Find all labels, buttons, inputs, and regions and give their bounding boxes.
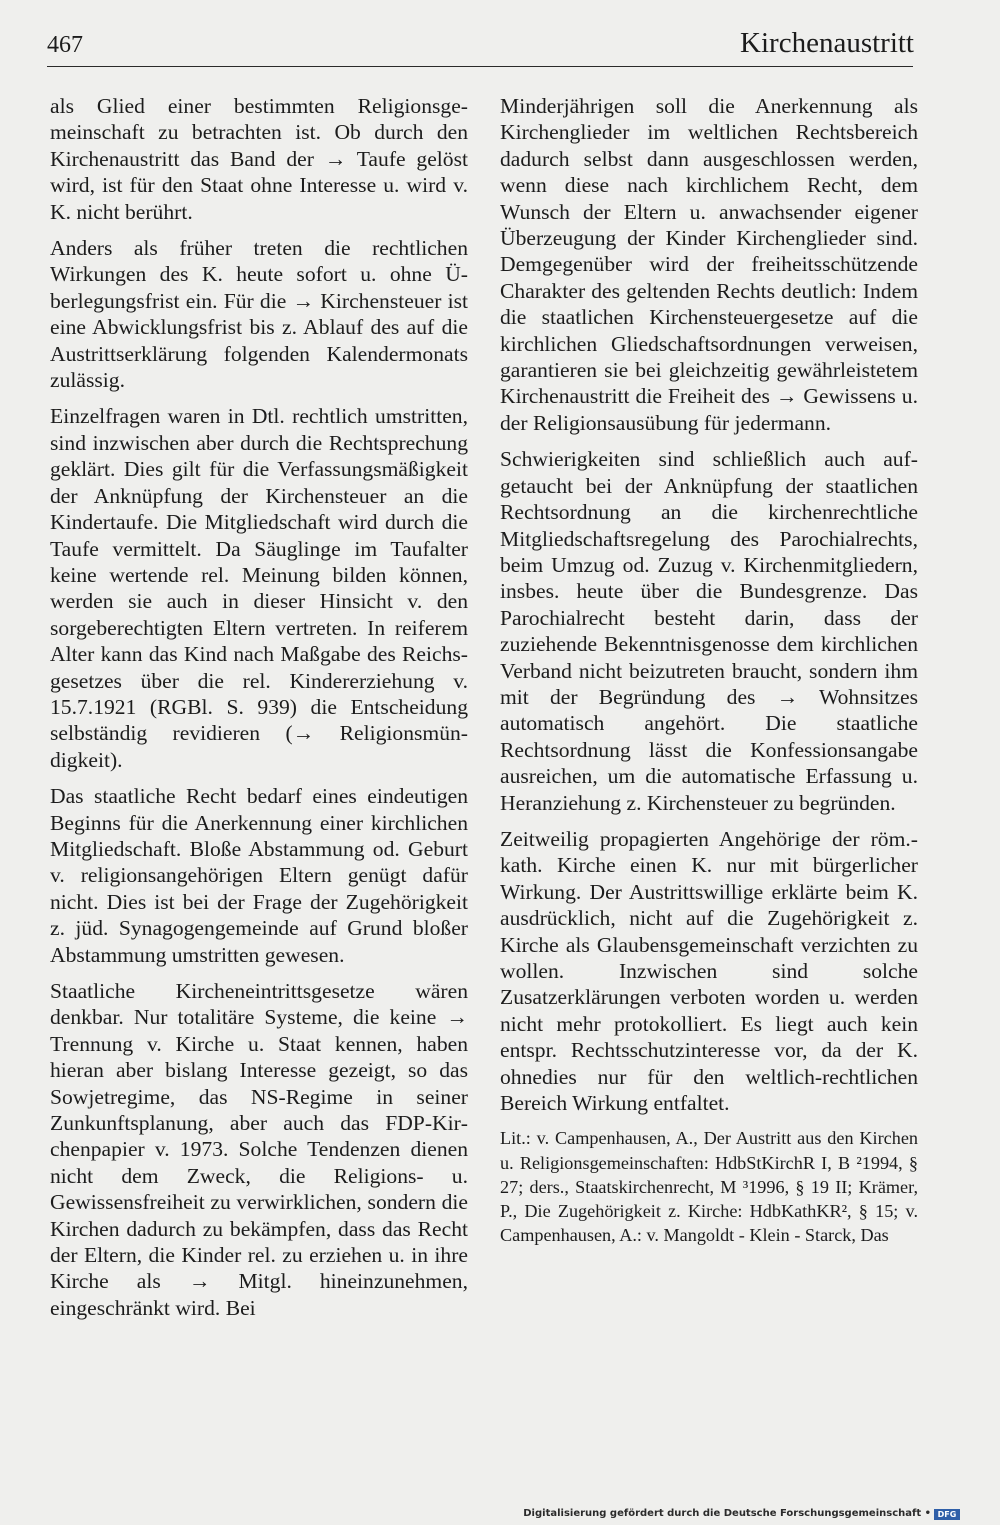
running-head: Kirchenaustritt [740,27,914,59]
paragraph: Anders als früher treten die rechtlichen Wirkungen des K. heute sofort u. ohne Überlegungsfrist ein. Für die → Kirchensteuer ist eine Abwicklungsfrist bis z. Ablauf des auf die Austrittserklärung folgenden Kalendermonats zulässig. [50,236,468,393]
left-column [50,93,468,1331]
paragraph: Staatliche Kircheneintrittsgesetze wären denkbar. Nur totalitäre Systeme, die keine → Trennung v. Kirche u. Staat kennen, haben hieran aber bislang Interesse gezeigt, so das Sowjetregime, das NS-Regime in seiner Zunkunftsplanung, aber auch das FDP-Kirchenpapier v. 1973. Solche Tendenzen dienen nicht dem Zweck, die Religions- u. Gewissensfreiheit zu verwirklichen, sondern die Kirchen dadurch zu bekämpfen, dass das Recht der Eltern, die Kinder rel. zu erziehen u. in ihre Kirche als → Mitgl. hineinzunehmen, eingeschränkt wird. Bei [50,979,468,1320]
paragraph: als Glied einer bestimmten Religionsgemeinschaft zu betrachten ist. Ob durch den Kirchenaustritt das Band der → Taufe gelöst wird, ist für den Staat ohne Interesse u. wird v. K. nicht berührt. [50,94,468,224]
page-number: 467 [47,32,83,58]
right-column [500,93,918,1257]
paragraph: Zeitweilig propagierten Angehörige der röm.-kath. Kirche einen K. nur mit bürgerlicher Wirkung. Der Austrittswillige erklärte beim K. ausdrücklich, nicht auf die Zugehörigkeit z. Kirche als Glaubensgemeinschaft verzichten zu wollen. Inzwischen sind solche Zusatzerklärungen verboten worden u. werden nicht mehr protokolliert. Es liegt auch kein entspr. Rechtsschutzinteresse vor, da der K. ohnedies nur für den weltlich-rechtlichen Bereich Wirkung entfaltet. [500,826,918,1116]
paragraph: Einzelfragen waren in Dtl. rechtlich umstritten, sind inzwischen aber durch die Rechtsprechung geklärt. Dies gilt für die Verfassungsmäßigkeit der Anknüpfung der Kirchensteuer an die Kindertaufe. Die Mitgliedschaft wird durch die Taufe vermittelt. Da Säuglinge im Taufalter keine wertende rel. Meinung bilden können, werden sie auch in dieser Hinsicht v. den sorgeberechtigten Eltern vertreten. In reiferem Alter kann das Kind nach Maßgabe des Reichsgesetzes über die rel. Kindererziehung v. 15.7.1921 (RGBl. S. 939) die Entscheidung selbständig revidieren (→ Religionsmündigkeit). [50,404,468,772]
dfg-logo-icon: DFG [934,1509,960,1520]
literature-references: Lit.: v. Campenhausen, A., Der Austritt aus den Kirchen u. Religionsgemeinschaften: HdbStKirchR I, B ²1994, § 27; ders., Staatskirchenrecht, M ³1996, § 19 II; Krämer, P., Die Zugehörigkeit z. Kirche: HdbKathKR², § 15; v. Campenhausen, A.: v. Mangoldt - Klein - Starck, Das [500,1128,918,1246]
footer-credit [523,1508,960,1520]
header-rule [47,66,913,67]
footer-credit-text: Digitalisierung gefördert durch die Deutsche Forschungsgemeinschaft • [523,1508,931,1519]
paragraph: Minderjährigen soll die Anerkennung als Kirchenglieder im weltlichen Rechtsbereich dadurch selbst dann ausgeschlossen werden, wenn diese nach kirchlichem Recht, dem Wunsch der Eltern u. anwachsender eigener Überzeugung der Kinder Kirchenglieder sind. Demgegenüber wird der freiheitsschützende Charakter des geltenden Rechts deutlich: Indem die staatlichen Kirchensteuergesetze auf die kirchlichen Gliedschaftsordnungen verweisen, garantieren sie bei gleichzeitig gewährleistetem Kirchenaustritt die Freiheit des → Gewissens u. der Religionsausübung für jedermann. [500,94,918,435]
paragraph: Schwierigkeiten sind schließlich auch aufgetaucht bei der Anknüpfung der staatlichen Rechtsordnung an die kirchenrechtliche Mitgliedschaftsregelung des Parochialrechts, beim Umzug od. Zuzug v. Kirchenmitgliedern, insbes. heute über die Bundesgrenze. Das Parochialrecht besteht darin, dass der zuziehende Bekenntnisgenosse dem kirchlichen Verband nicht beizutreten braucht, sondern ihm mit der Begründung des → Wohnsitzes automatisch angehört. Die staatliche Rechtsordnung lässt die Konfessionsangabe ausreichen, um die automatische Erfassung u. Heranziehung z. Kirchensteuer zu begründen. [500,447,918,815]
paragraph: Das staatliche Recht bedarf eines eindeutigen Beginns für die Anerkennung einer kirchlichen Mitgliedschaft. Bloße Abstammung od. Geburt v. religionsangehörigen Eltern genügt dafür nicht. Dies ist bei der Frage der Zugehörigkeit z. jüd. Synagogengemeinde auf Grund bloßer Abstammung umstritten gewesen. [50,784,468,967]
